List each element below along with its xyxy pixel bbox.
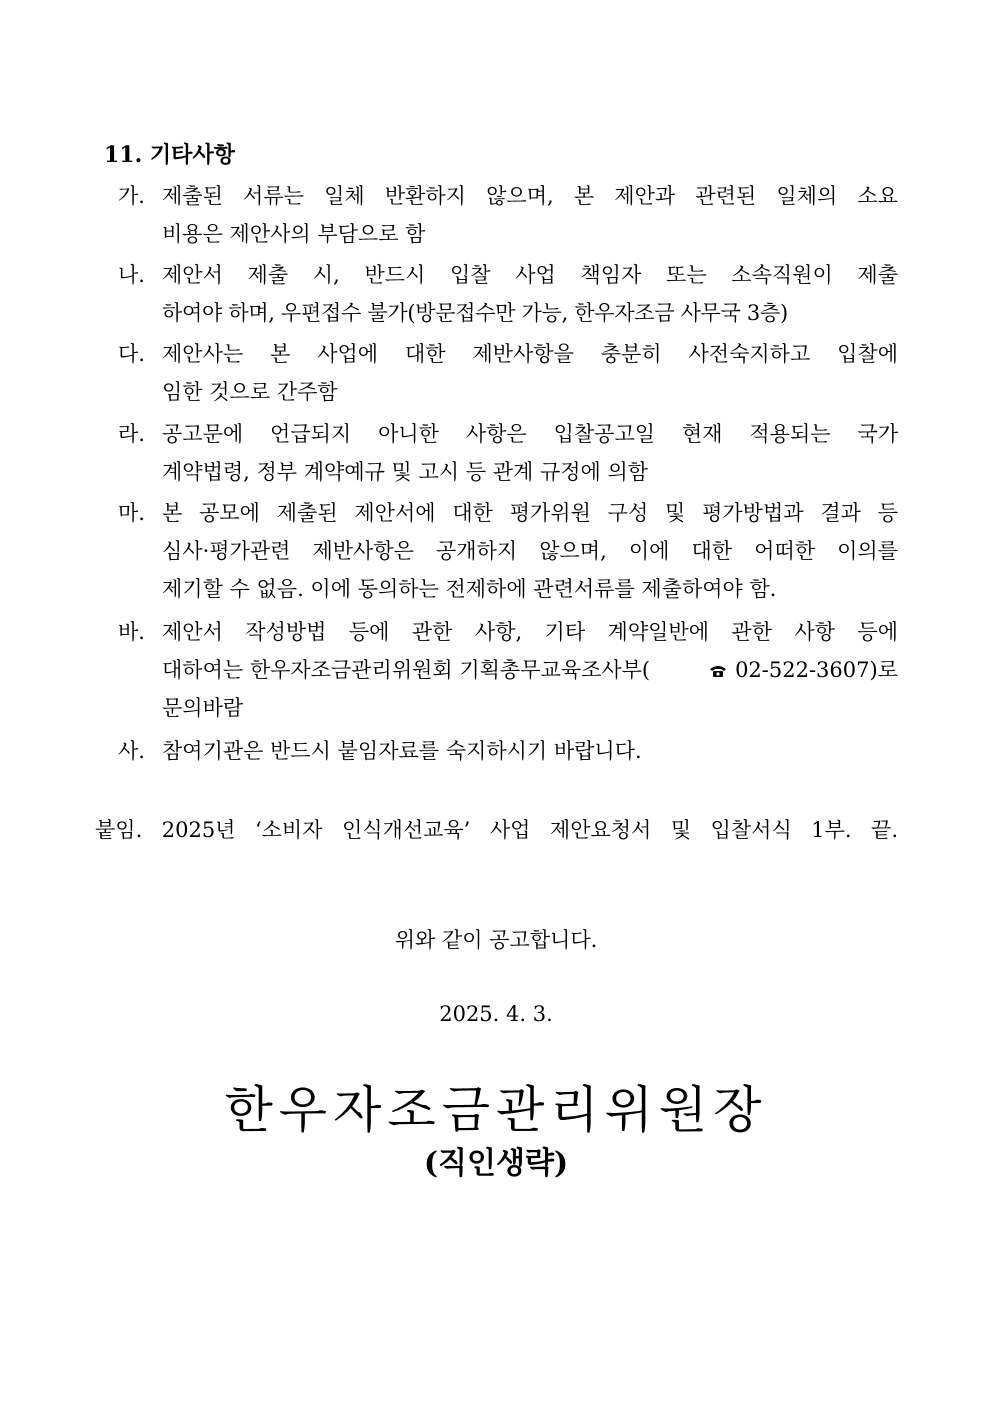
item-line: 제안사는 본 사업에 대한 제반사항을 충분히 사전숙지하고 입찰에	[162, 342, 898, 366]
item-line: 제안서 작성방법 등에 관한 사항, 기타 계약일반에 관한 사항 등에	[162, 620, 898, 644]
attachment-note: 붙임. 2025년 ‘소비자 인식개선교육’ 사업 제안요청서 및 입찰서식 1부. 끝.	[95, 818, 898, 842]
list-item-da	[118, 335, 898, 411]
issuer-title: 한우자조금관리위원장	[224, 1081, 768, 1139]
seal-omitted-note: (직인생략)	[423, 1146, 569, 1181]
item-mark: 바.	[118, 620, 145, 644]
list-item-na	[118, 256, 898, 332]
contact-phone: 02-522-3607	[735, 658, 870, 682]
contact-prefix: 대하여는 한우자조금관리위원회 기획총무교육조사부(	[162, 658, 651, 682]
section-title: 11. 기타사항	[104, 142, 235, 168]
item-mark: 마.	[118, 501, 145, 525]
item-line: 하여야 하며, 우편접수 불가(방문접수만 가능, 한우자조금 사무국 3층)	[162, 301, 788, 325]
item-line: 공고문에 언급되지 아니한 사항은 입찰공고일 현재 적용되는 국가	[162, 422, 898, 446]
item-line: 계약법령, 정부 계약예규 및 고시 등 관계 규정에 의함	[162, 460, 649, 484]
list-item-ma	[118, 494, 898, 608]
contact-phone-group	[705, 651, 898, 689]
contact-suffix: )로	[869, 658, 898, 682]
phone-icon	[709, 664, 727, 678]
notice-text: 위와 같이 공고합니다.	[394, 928, 598, 952]
item-mark: 다.	[118, 342, 145, 366]
item-line: 제출된 서류는 일체 반환하지 않으며, 본 제안과 관련된 일체의 소요	[162, 184, 898, 208]
contact-line	[162, 651, 898, 689]
item-mark: 나.	[118, 263, 145, 287]
item-line: 심사·평가관련 제반사항은 공개하지 않으며, 이에 대한 어떠한 이의를	[162, 539, 898, 563]
notice-date: 2025. 4. 3.	[439, 1002, 553, 1026]
item-mark: 라.	[118, 422, 145, 446]
item-line: 참여기관은 반드시 붙임자료를 숙지하시기 바랍니다.	[162, 739, 642, 763]
item-line: 문의바람	[162, 696, 244, 720]
item-line: 비용은 제안사의 부담으로 함	[162, 222, 426, 246]
list-item-ba	[118, 613, 898, 727]
list-item-sa	[118, 732, 898, 770]
item-line: 제기할 수 없음. 이에 동의하는 전제하에 관련서류를 제출하여야 함.	[162, 577, 777, 601]
item-line: 본 공모에 제출된 제안서에 대한 평가위원 구성 및 평가방법과 결과 등	[162, 501, 898, 525]
list-item-ga	[118, 177, 898, 253]
item-mark: 사.	[118, 739, 145, 763]
item-line: 임한 것으로 간주함	[162, 380, 338, 404]
list-item-ra	[118, 415, 898, 491]
item-mark: 가.	[118, 184, 145, 208]
item-line: 제안서 제출 시, 반드시 입찰 사업 책임자 또는 소속직원이 제출	[162, 263, 898, 287]
